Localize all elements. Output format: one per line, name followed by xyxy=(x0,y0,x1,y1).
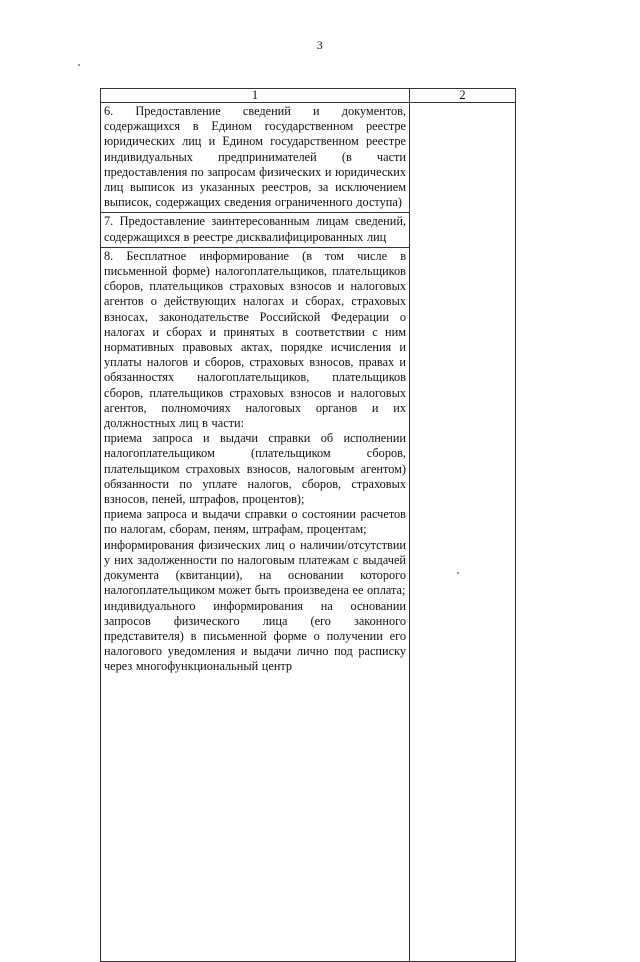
sub-item-tax-notice-information: индивидуального информирования на основании запросов физического лица (его законного представителя) в письменной форме о получении его налогового уведомления и выдачи лично под расписку через многофункциональный центр xyxy=(104,598,406,674)
table-header-row xyxy=(101,89,516,103)
column-2-cell xyxy=(410,103,516,962)
scan-speck xyxy=(78,64,80,66)
header-col-1: 1 xyxy=(101,89,410,103)
sub-item-certificate-settlements: приема запроса и выдачи справки о состоянии расчетов по налогам, сборам, пеням, штрафам, процентам; xyxy=(104,507,406,537)
row-8-content xyxy=(101,248,409,677)
row-7-text: 7. Предоставление заинтересованным лицам сведений, содержащихся в реестре дисквалифицированных лиц xyxy=(104,214,406,244)
header-col-2: 2 xyxy=(410,89,516,103)
row-8-cell xyxy=(101,247,410,961)
sub-item-certificate-tax-obligations: приема запроса и выдачи справки об исполнении налогоплательщиком (плательщиком сборов, плательщиком страховых взносов, налоговым агентом) обязанности по уплате налогов, сборов, страховых взносов, пеней, штрафов, процентов); xyxy=(104,431,406,507)
sub-item-debt-information: информирования физических лиц о наличии/отсутствии у них задолженности по налоговым платежам с выдачей документа (квитанции), на основании которого налогоплательщиком может быть произведена ее оплата; xyxy=(104,537,406,598)
page-number: 3 xyxy=(316,38,324,52)
table-row xyxy=(101,103,516,213)
row-7-cell xyxy=(101,213,410,247)
row-6-text: 6. Предоставление сведений и документов, содержащихся в Едином государственном реестре юридических лиц и Едином государственном реестре индивидуальных предпринимателей (в части предоставления по запросам физических и юридических лиц выписок из указанных реестров, за исключением выписок, содержащих сведения ограниченного доступа) xyxy=(104,104,406,210)
scan-speck xyxy=(457,572,459,574)
row-8-text: 8. Бесплатное информирование (в том числе в письменной форме) налогоплательщиков, плательщиков сборов, плательщиков страховых взносов и налоговых агентов о действующих налогах и сборах, страховых взносах, законодательстве Российской Федерации о налогах и сборах и принятых в соответствии с ним нормативных правовых актах, порядке исчисления и уплаты налогов и сборов, страховых взносов, правах и обязанностях налогоплательщиков, плательщиков сборов, плательщиков страховых взносов и налоговых агентов, полномочиях налоговых органов и их должностных лиц в части: xyxy=(104,248,406,431)
row-6-cell xyxy=(101,103,410,213)
services-table xyxy=(100,88,516,962)
